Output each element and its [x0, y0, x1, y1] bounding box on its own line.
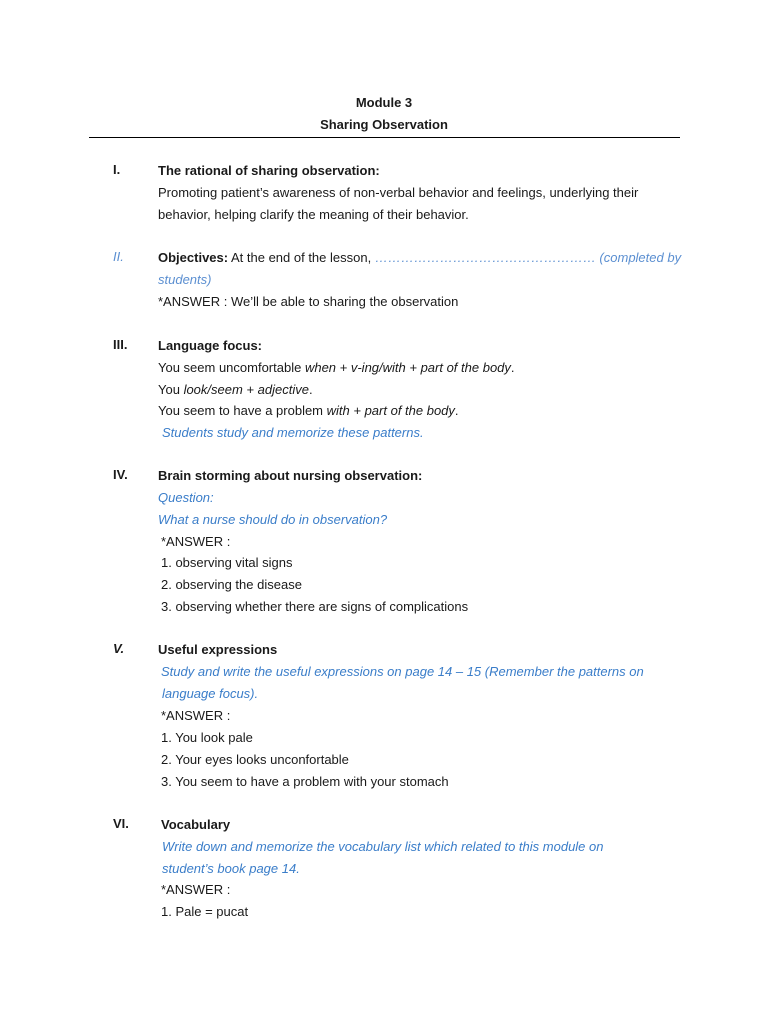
pattern-1-text: You seem uncomfortable — [158, 360, 305, 375]
pattern-1-formula: when + v-ing/with + part of the body — [304, 360, 511, 375]
section-3-number: III. — [113, 337, 128, 352]
pattern-2-text: You — [158, 382, 184, 397]
pattern-1 — [158, 359, 515, 377]
pattern-3 — [158, 402, 459, 420]
section-5-number: V. — [113, 641, 125, 656]
pattern-3-text: You seem to have a problem — [158, 403, 327, 418]
section-4-question: What a nurse should do in observation? — [158, 512, 388, 527]
section-4-answer-label: *ANSWER : — [161, 534, 231, 549]
section-2-number: II. — [113, 249, 124, 264]
section-2-objectives-line — [158, 249, 681, 267]
section-5-instruction-line-1: Study and write the useful expressions on page 14 – 15 (Remember the patterns on — [161, 664, 644, 679]
section-1-body-line-2: behavior, helping clarify the meaning of their behavior. — [158, 207, 469, 222]
section-5-answer-label: *ANSWER : — [161, 708, 231, 723]
list-item: 1. You look pale — [161, 730, 253, 745]
list-item: 2. observing the disease — [161, 577, 302, 592]
section-1-heading: The rational of sharing observation: — [158, 163, 380, 178]
section-1-number: I. — [113, 162, 121, 177]
section-2-continuation: students) — [158, 272, 212, 287]
pattern-3-formula: with + part of the body — [326, 403, 455, 418]
section-1-body-line-1: Promoting patient’s awareness of non-verbal behavior and feelings, underlying their — [158, 185, 639, 200]
section-6-instruction-line-2: student’s book page 14. — [162, 861, 300, 876]
list-item: 3. You seem to have a problem with your stomach — [161, 774, 449, 789]
pattern-2-end: . — [308, 382, 313, 397]
document-subtitle: Sharing Observation — [320, 117, 448, 132]
section-2-answer: *ANSWER : We’ll be able to sharing the observation — [158, 294, 459, 309]
section-6-heading: Vocabulary — [161, 817, 231, 832]
section-5-heading: Useful expressions — [158, 642, 278, 657]
section-4-question-label: Question: — [158, 490, 214, 505]
list-item: 1. Pale = pucat — [161, 904, 249, 919]
section-2-blank: …………………………………………… (completed by — [374, 250, 682, 265]
section-3-heading: Language focus: — [158, 338, 263, 353]
list-item: 1. observing vital signs — [161, 555, 293, 570]
section-6-number: VI. — [113, 816, 129, 831]
section-3-note: Students study and memorize these patterns. — [162, 425, 424, 440]
header-divider — [89, 137, 680, 138]
section-6-instruction-line-1: Write down and memorize the vocabulary list which related to this module on — [162, 839, 604, 854]
section-5-instruction-line-2: language focus). — [162, 686, 259, 701]
pattern-2 — [158, 381, 313, 399]
list-item: 2. Your eyes looks unconfortable — [161, 752, 349, 767]
pattern-1-end: . — [510, 360, 515, 375]
pattern-2-formula: look/seem + adjective — [183, 382, 309, 397]
section-4-heading: Brain storming about nursing observation: — [158, 468, 423, 483]
list-item: 3. observing whether there are signs of complications — [161, 599, 469, 614]
section-2-intro: At the end of the lesson, — [228, 250, 375, 265]
section-4-number: IV. — [113, 467, 128, 482]
pattern-3-end: . — [454, 403, 459, 418]
section-6-answer-label: *ANSWER : — [161, 882, 231, 897]
section-2-heading: Objectives: — [158, 250, 229, 265]
module-title: Module 3 — [355, 95, 413, 110]
